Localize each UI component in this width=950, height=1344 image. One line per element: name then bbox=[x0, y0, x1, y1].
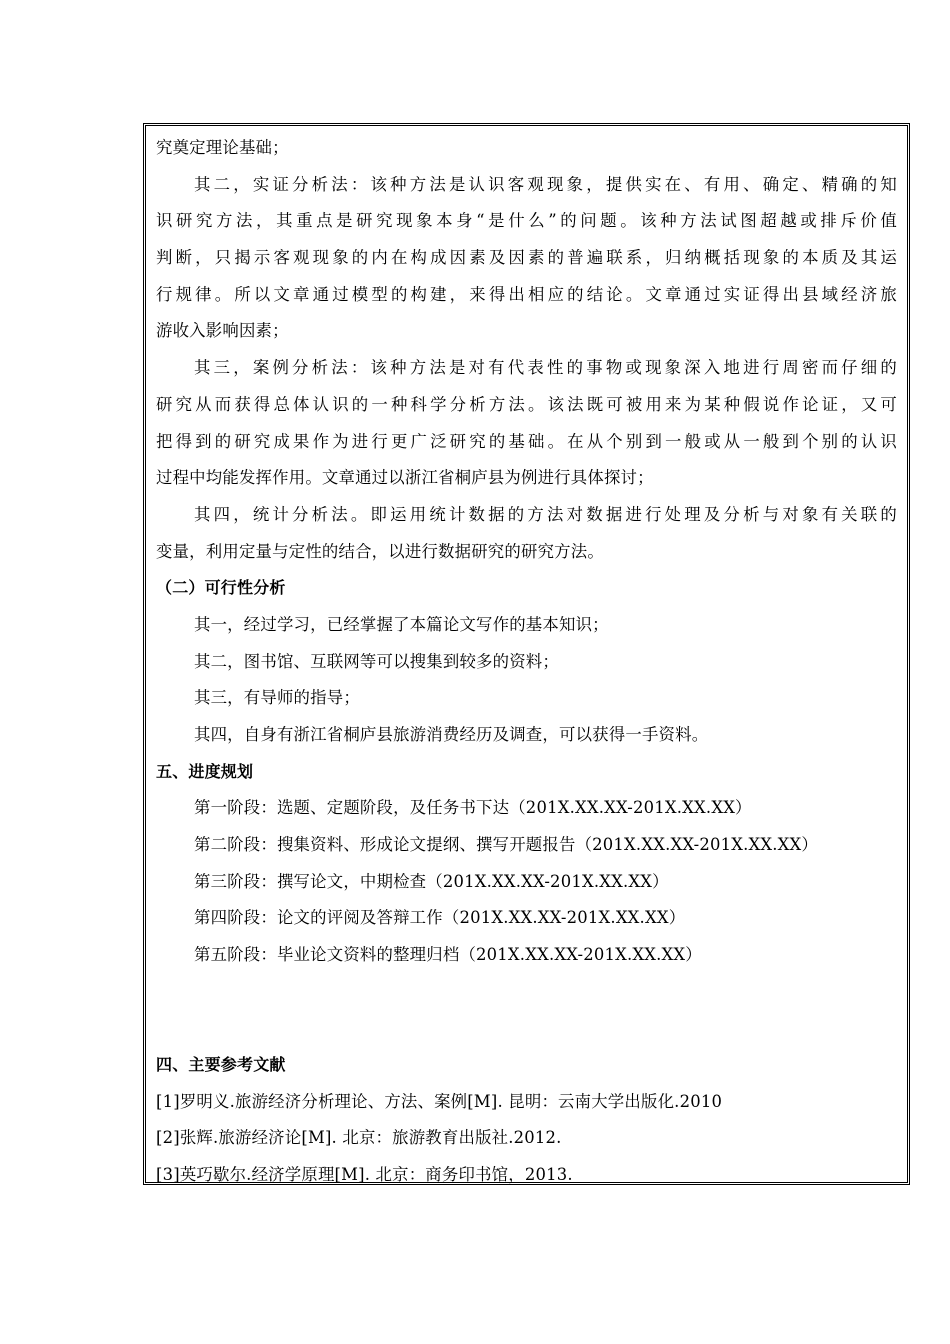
list-item: 第四阶段：论文的评阅及答辩工作（201X.XX.XX-201X.XX.XX） bbox=[194, 908, 686, 928]
paragraph-line: 游收入影响因素； bbox=[156, 321, 289, 341]
paragraph-line: 过程中均能发挥作用。文章通过以浙江省桐庐县为例进行具体探讨； bbox=[156, 468, 654, 488]
statistical-analysis-paragraph bbox=[156, 497, 897, 570]
case-analysis-paragraph bbox=[156, 350, 897, 497]
reference-item: [3]英巧歇尔.经济学原理[M]. 北京：商务印书馆，2013. bbox=[156, 1164, 573, 1184]
blank-space bbox=[156, 974, 897, 1047]
paragraph-line: 判断，只揭示客观现象的内在构成因素及因素的普遍联系，归纳概括现象的本质及其运 bbox=[156, 248, 897, 268]
paragraph-line: 把得到的研究成果作为进行更广泛研究的基础。在从个别到一般或从一般到个别的认识 bbox=[156, 431, 897, 451]
paragraph-line: 其三，案例分析法：该种方法是对有代表性的事物或现象深入地进行周密而仔细的 bbox=[194, 358, 897, 378]
document-frame bbox=[143, 123, 910, 1185]
list-item: 第五阶段：毕业论文资料的整理归档（201X.XX.XX-201X.XX.XX） bbox=[194, 945, 702, 965]
list-item: 第二阶段：搜集资料、形成论文提纲、撰写开题报告（201X.XX.XX-201X.XX.XX） bbox=[194, 835, 819, 855]
references-list bbox=[156, 1084, 897, 1194]
paragraph-line: 其二，实证分析法：该种方法是认识客观现象，提供实在、有用、确定、精确的知 bbox=[194, 174, 897, 194]
schedule-heading: 五、进度规划 bbox=[156, 761, 254, 781]
paragraph-line: 变量，利用定量与定性的结合，以进行数据研究的研究方法。 bbox=[156, 541, 604, 561]
list-item: 第三阶段：撰写论文，中期检查（201X.XX.XX-201X.XX.XX） bbox=[194, 871, 669, 891]
reference-item: [2]张辉.旅游经济论[M]. 北京：旅游教育出版社.2012. bbox=[156, 1128, 562, 1148]
research-basis-line: 究奠定理论基础； bbox=[156, 138, 289, 157]
paragraph-line: 识研究方法，其重点是研究现象本身“是什么”的问题。该种方法试图超越或排斥价值 bbox=[156, 211, 897, 231]
schedule-list bbox=[156, 790, 897, 973]
list-item: 其三，有导师的指导； bbox=[194, 688, 360, 708]
paragraph-line: 其四，统计分析法。即运用统计数据的方法对数据进行处理及分析与对象有关联的 bbox=[194, 504, 897, 524]
list-item: 其四，自身有浙江省桐庐县旅游消费经历及调查，可以获得一手资料。 bbox=[194, 725, 709, 744]
paragraph-line: 行规律。所以文章通过模型的构建，来得出相应的结论。文章通过实证得出县域经济旅 bbox=[156, 284, 897, 304]
feasibility-list bbox=[156, 607, 897, 754]
empirical-analysis-paragraph bbox=[156, 167, 897, 350]
list-item: 其二，图书馆、互联网等可以搜集到较多的资料； bbox=[194, 651, 559, 671]
feasibility-heading: （二）可行性分析 bbox=[156, 578, 286, 598]
reference-item: [1]罗明义.旅游经济分析理论、方法、案例[M]. 昆明：云南大学出版化.2010 bbox=[156, 1091, 723, 1111]
list-item: 第一阶段：选题、定题阶段，及任务书下达（201X.XX.XX-201X.XX.XX） bbox=[194, 798, 752, 818]
references-heading: 四、主要参考文献 bbox=[156, 1054, 286, 1074]
paragraph-line: 研究从而获得总体认识的一种科学分析方法。该法既可被用来为某种假说作论证，又可 bbox=[156, 394, 897, 414]
list-item: 其一，经过学习，已经掌握了本篇论文写作的基本知识； bbox=[194, 614, 609, 634]
